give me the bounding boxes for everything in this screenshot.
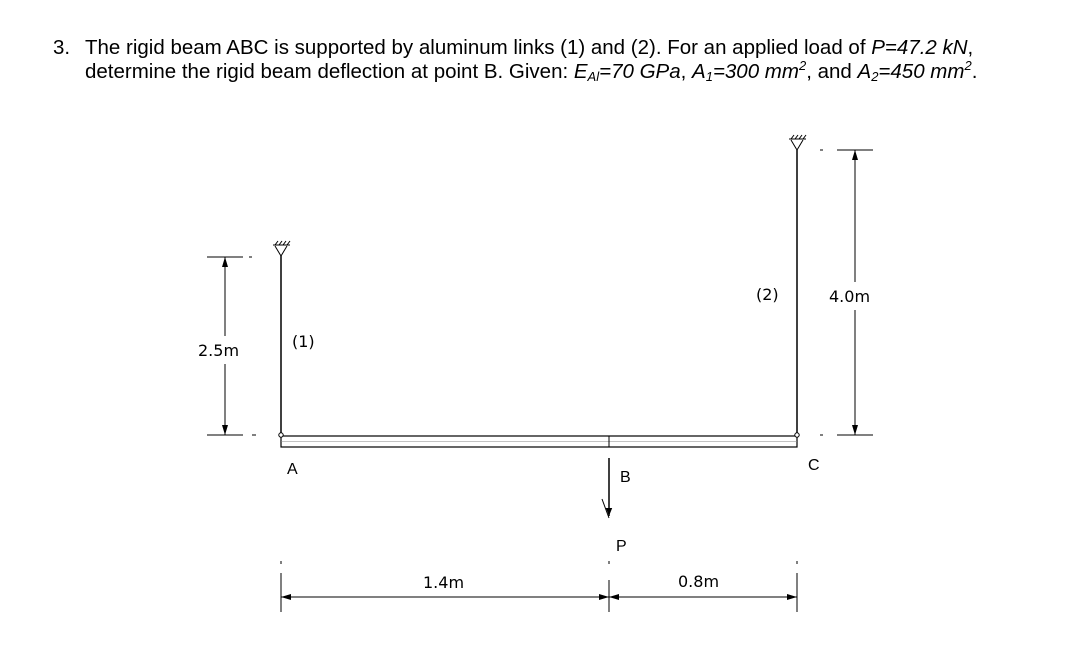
area1-value: =300 mm: [712, 60, 799, 83]
area1-exponent: 2: [798, 58, 807, 73]
link-1-label: (1): [292, 332, 315, 351]
link-2-length: 4.0m: [829, 287, 871, 306]
load-symbol: P: [871, 36, 885, 59]
separator-1: ,: [680, 60, 693, 83]
modulus-value: =70 GPa: [599, 60, 681, 83]
load-arrow-barb: [602, 499, 609, 518]
modulus-subscript: Al: [587, 69, 600, 84]
area1-symbol: A: [692, 60, 706, 83]
load-label: P: [616, 538, 627, 555]
load-value: =47.2 kN: [884, 36, 968, 59]
line1-text: The rigid beam ABC is supported by aluminum links (1) and (2). For an applied load of: [85, 36, 872, 59]
area1-subscript: 1: [705, 69, 713, 84]
area2-exponent: 2: [964, 58, 972, 73]
line1-end: ,: [967, 36, 974, 59]
span-ab-length: 1.4m: [423, 573, 465, 592]
point-c-label: C: [808, 457, 820, 474]
link-2-label: (2): [756, 285, 779, 304]
pin-a: [279, 433, 283, 437]
line2-end: .: [971, 60, 978, 83]
pin-c: [795, 433, 799, 437]
line2-text: determine the rigid beam deflection at point B. Given:: [85, 60, 574, 83]
area2-subscript: 2: [871, 69, 879, 84]
dimension-spans: [281, 561, 797, 612]
modulus-symbol: E: [573, 60, 588, 83]
separator-2: , and: [806, 60, 858, 83]
pin-support-link-1: [273, 241, 290, 256]
point-a-label: A: [287, 461, 298, 478]
point-b-label: B: [620, 469, 631, 486]
span-bc-length: 0.8m: [678, 572, 720, 591]
area2-symbol: A: [857, 60, 872, 83]
problem-number: 3.: [53, 36, 71, 59]
pin-support-link-2: [789, 135, 806, 150]
area2-value: =450 mm: [878, 60, 965, 83]
link-1-length: 2.5m: [198, 341, 240, 360]
